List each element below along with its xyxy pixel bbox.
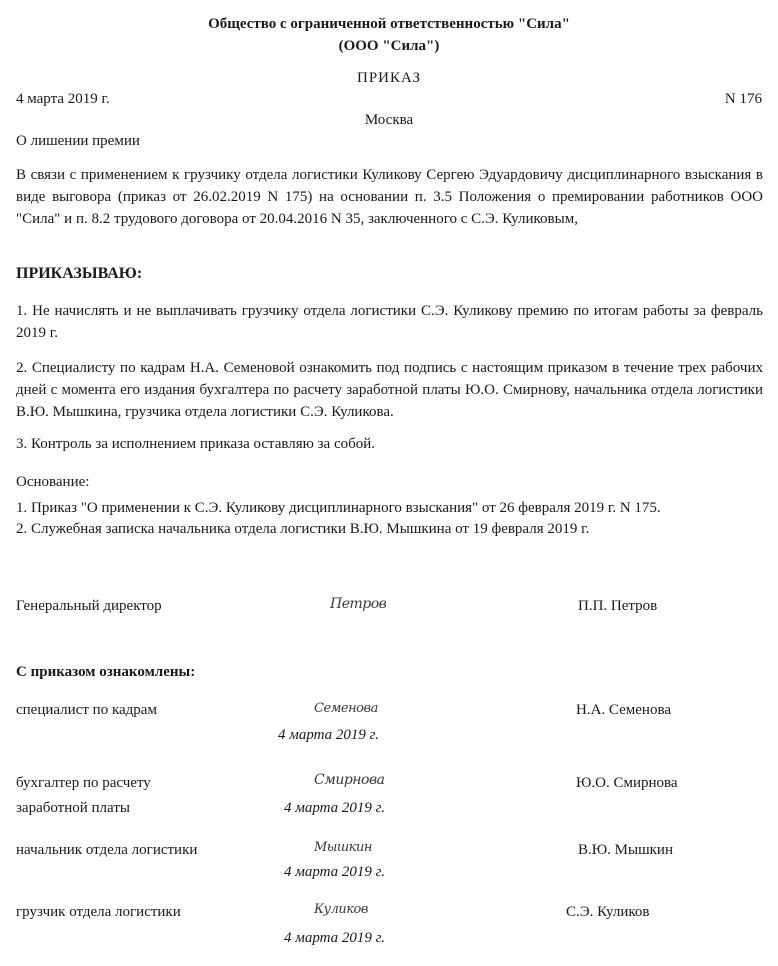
order-number: N 176 [724,91,762,107]
director-signature: Петров [330,596,387,612]
acq-date-loader: 4 марта 2019 г. [284,930,386,946]
acq-position-hr: специалист по кадрам [16,702,157,718]
org-name-line1: Общество с ограниченной ответственностью "Сила" [208,16,570,32]
city: Москва [364,112,414,128]
acq-date-accountant: 4 марта 2019 г. [284,800,386,816]
director-name: П.П. Петров [578,598,658,614]
basis-item-2: 2. Служебная записка начальника отдела логистики В.Ю. Мышкина от 19 февраля 2019 г. [16,521,590,537]
acq-signature-loader: Куликов [314,902,368,917]
acq-position-logistics-head: начальник отдела логистики [16,842,198,858]
acq-date-hr: 4 марта 2019 г. [278,727,380,743]
order-word: ПРИКАЗЫВАЮ: [16,265,143,282]
acq-name-logistics-head: В.Ю. Мышкин [578,842,673,858]
acq-name-accountant: Ю.О. Смирнова [576,775,678,791]
acq-position-accountant-line2: заработной платы [16,800,130,816]
acq-position-loader: грузчик отдела логистики [16,904,181,920]
order-item-1: 1. Не начислять и не выплачивать грузчику отдела логистики С.Э. Куликову премию по итогам работы за февраль 2019 г. [16,303,763,341]
acq-signature-hr: Семенова [314,701,378,716]
order-item-2: 2. Специалисту по кадрам Н.А. Семеновой ознакомить под подпись с настоящим приказом в течение трех рабочих дней с момента его издания бухгалтера по расчету заработной платы Ю.О. Смирнову, начальника отдела логистики В.Ю. Мышкина, грузчика отдела логистики С.Э. Куликова. [16,360,763,420]
basis-title: Основание: [16,474,90,490]
preamble: В связи с применением к грузчику отдела логистики Куликову Сергею Эдуардовичу дисциплинарного взыскания в виде выговора (приказ от 26.02.2019 N 175) на основании п. 3.5 Положения о премировании работников ООО "Сила" и п. 8.2 трудового договора от 20.04.2016 N 35, заключенного с С.Э. Куликовым, [16,167,763,227]
doc-type: ПРИКАЗ [357,70,421,86]
acq-name-loader: С.Э. Куликов [566,904,650,920]
order-date: 4 марта 2019 г. [16,91,110,107]
org-name-line2: (ООО "Сила") [338,38,440,54]
order-item-3: 3. Контроль за исполнением приказа оставляю за собой. [16,436,376,452]
acq-signature-accountant: Смирнова [314,772,385,788]
director-position: Генеральный директор [16,598,162,614]
acq-date-logistics-head: 4 марта 2019 г. [284,864,386,880]
acq-signature-logistics-head: Мышкин [314,840,372,855]
acquainted-title: С приказом ознакомлены: [16,664,196,680]
basis-item-1: 1. Приказ "О применении к С.Э. Куликову дисциплинарного взыскания" от 26 февраля 2019 г. N 175. [16,500,661,516]
acq-name-hr: Н.А. Семенова [576,702,671,718]
order-subject: О лишении премии [16,133,140,149]
acq-position-accountant-line1: бухгалтер по расчету [16,775,151,791]
